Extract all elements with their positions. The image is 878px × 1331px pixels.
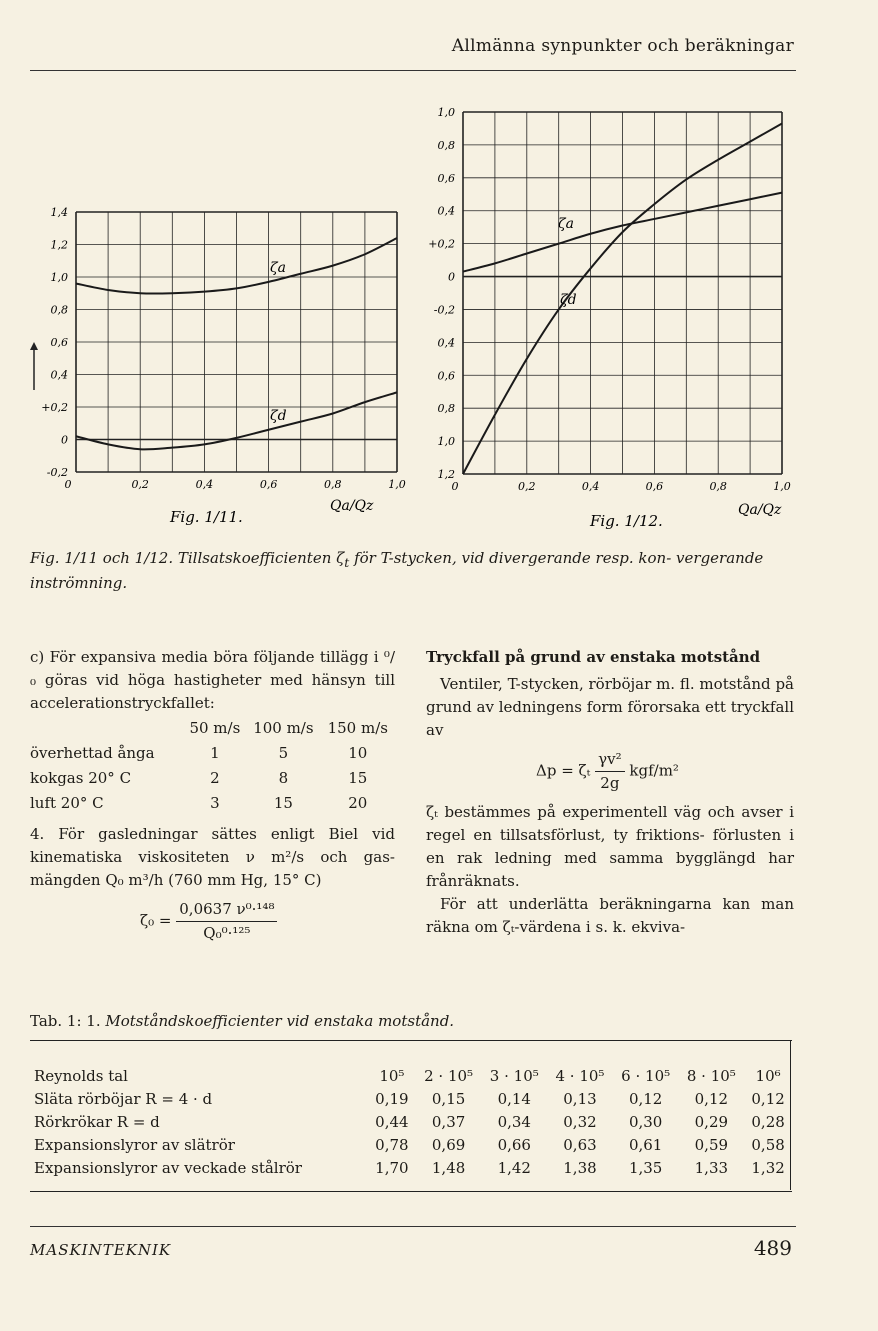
cell-value: 0,59: [694, 1135, 729, 1154]
fig12-label-zeta-d: ζd: [560, 292, 577, 308]
cell-value: 0,19: [375, 1089, 409, 1108]
header-value: 6 · 10⁵: [621, 1066, 671, 1085]
y-tick-label: 1,4: [50, 206, 68, 219]
row-label: Expansionslyror av veckade stålrör: [34, 1158, 302, 1177]
y-tick-label: +0,2: [41, 401, 68, 414]
cell-value: 1,38: [563, 1158, 597, 1177]
cell-value: 0,37: [431, 1112, 466, 1131]
y-tick-label: 1,0: [50, 271, 68, 284]
cell-value: 0,29: [694, 1112, 729, 1131]
y-tick-label: 0,4: [437, 204, 455, 218]
x-tick-label: 1,0: [388, 478, 406, 491]
x-tick-label: 0,4: [581, 480, 600, 493]
cell-value: 0,15: [431, 1089, 466, 1108]
formula-numerator: γv²: [595, 748, 624, 772]
y-tick-label: 0,6: [437, 369, 455, 383]
figure-1-11: [30, 200, 410, 530]
y-tick-label: 1,2: [437, 468, 455, 481]
para-pressure: Ventiler, T-stycken, rörböjar m. fl. motstånd på grund av ledningens form förorsaka ett tryckfall av: [426, 675, 794, 739]
header-value: 10⁶: [755, 1066, 781, 1085]
cell-value: 0,32: [563, 1112, 597, 1131]
cell-value: 1,42: [497, 1158, 531, 1177]
medium-label: överhettad ånga: [30, 744, 155, 762]
page-number: 489: [753, 1236, 792, 1260]
formula-denominator: 2g: [600, 774, 620, 792]
para-4: 4. För gasledningar sättes enligt Biel vid kinematiska viskositeten ν m²/s och gas- mängden Q₀ m³/h (760 mm Hg, 15° C): [30, 825, 395, 889]
velocity-value: 5: [278, 744, 289, 762]
y-tick-label: 0,8: [437, 402, 455, 416]
velocity-value: 8: [278, 769, 289, 787]
x-tick-label: 0,6: [645, 480, 664, 493]
fig11-caption: Fig. 1/11.: [170, 508, 243, 526]
x-tick-label: 1,0: [773, 480, 791, 493]
fig12-tick-labels: [428, 106, 790, 493]
caption-lead: Fig. 1/11 och 1/12. Tillsatskoefficienten ζ: [30, 549, 345, 567]
velocity-header-row: [30, 717, 395, 742]
velocity-header: 50 m/s: [189, 719, 241, 737]
cell-value: 0,69: [431, 1135, 466, 1154]
velocity-value: 10: [348, 744, 368, 762]
fig11-x-unit: Qa/Qz: [330, 498, 374, 514]
fig12-caption: Fig. 1/12.: [590, 512, 663, 530]
velocity-row: [30, 742, 395, 767]
table-row: [30, 1087, 792, 1110]
y-tick-label: 1,0: [437, 435, 455, 449]
y-tick-label: 0,4: [437, 336, 455, 350]
fig11-grid: [76, 212, 397, 472]
table-caption: Motståndskoefficienter vid enstaka motstånd.: [105, 1012, 455, 1030]
fig12-grid: [463, 112, 782, 474]
para-zeta: ζₜ bestämmes på experimentell väg och avser i regel en tillsatsförlust, ty friktions- förlusten i en rak ledning med samma bygglängd har frånräknats.: [426, 803, 794, 890]
velocity-value: 2: [210, 769, 220, 787]
medium-label: luft 20° C: [30, 794, 104, 812]
y-tick-label: 0,8: [50, 303, 68, 317]
running-header: Allmänna synpunkter och beräkningar: [451, 36, 794, 56]
cell-value: 0,12: [751, 1089, 785, 1108]
fig12-label-zeta-a: ζa: [558, 216, 574, 232]
velocity-header: 100 m/s: [253, 719, 314, 737]
table-number: Tab. 1: 1.: [30, 1012, 101, 1030]
medium-label: kokgas 20° C: [30, 769, 132, 787]
cell-value: 1,35: [628, 1158, 663, 1177]
x-tick-label: 0,8: [324, 478, 342, 491]
cell-value: 0,44: [375, 1112, 409, 1131]
fig11-label-zeta-d: ζd: [270, 408, 287, 424]
cell-value: 0,13: [563, 1089, 597, 1108]
left-column: [30, 646, 395, 945]
x-tick-label: 0,6: [259, 478, 278, 491]
header-value: 10⁵: [379, 1066, 405, 1085]
cell-value: 0,28: [751, 1112, 785, 1131]
y-tick-label: 1,2: [50, 238, 68, 252]
x-tick-label: 0,4: [195, 478, 214, 491]
velocity-value: 20: [348, 794, 368, 812]
cell-value: 0,58: [751, 1135, 785, 1154]
x-tick-label: 0: [451, 480, 459, 493]
y-tick-label: +0,2: [428, 237, 455, 251]
cell-value: 0,63: [563, 1135, 597, 1154]
para-c: c) För expansiva media böra följande tillägg i ⁰/₀ göras vid höga hastigheter med hänsyn till accelerationstryckfallet:: [30, 648, 395, 712]
right-column: [426, 646, 794, 939]
y-tick-label: 0: [448, 270, 455, 284]
cell-value: 0,30: [628, 1112, 663, 1131]
fig11-label-zeta-a: ζa: [270, 260, 286, 276]
cell-value: 0,14: [497, 1089, 531, 1108]
header-value: 2 · 10⁵: [424, 1066, 474, 1085]
formula-lhs: ζ₀ =: [140, 911, 172, 930]
header-rule: [30, 70, 796, 71]
y-tick-label: 0,6: [50, 336, 68, 349]
cell-value: 0,34: [497, 1112, 531, 1131]
para-equivalent: För att underlätta beräkningarna kan man räkna om ζₜ-värdena i s. k. ekviva-: [426, 895, 794, 936]
section-heading: Tryckfall på grund av enstaka motstånd: [426, 648, 761, 666]
velocity-table: [30, 717, 395, 817]
figure-caption: [30, 548, 820, 594]
table-row: [30, 1156, 792, 1179]
y-tick-label: 0,8: [437, 138, 455, 152]
velocity-value: 3: [210, 794, 220, 812]
x-tick-label: 0: [64, 478, 72, 491]
footer-rule: [30, 1226, 796, 1227]
formula-denominator: Q₀⁰·¹²⁵: [203, 924, 251, 942]
velocity-row: [30, 792, 395, 817]
formula-lhs: Δp = ζₜ: [536, 761, 591, 780]
figure-1-12: [420, 104, 830, 534]
cell-value: 0,61: [628, 1135, 663, 1154]
header-label: Reynolds tal: [34, 1066, 128, 1085]
table-row: [30, 1110, 792, 1133]
fig12-x-unit: Qa/Qz: [738, 502, 782, 518]
formula-fraction: [176, 898, 277, 945]
cell-value: 1,70: [375, 1158, 409, 1177]
header-value: 4 · 10⁵: [555, 1066, 605, 1085]
row-label: Rörkrökar R = d: [34, 1112, 160, 1131]
y-tick-label: 1,0: [437, 106, 455, 119]
y-tick-label: 0,4: [50, 368, 68, 382]
x-tick-label: 0,8: [709, 480, 727, 493]
cell-value: 0,12: [694, 1089, 729, 1108]
header-value: 3 · 10⁵: [489, 1066, 539, 1085]
cell-value: 1,48: [431, 1158, 466, 1177]
cell-value: 0,78: [375, 1135, 409, 1154]
formula-biel: [30, 898, 395, 945]
cell-value: 1,33: [694, 1158, 729, 1177]
cell-value: 0,12: [628, 1089, 663, 1108]
fig11-tick-labels: [41, 206, 405, 491]
x-tick-label: 0,2: [131, 478, 149, 491]
cell-value: 0,66: [497, 1135, 531, 1154]
formula-numerator: 0,0637 ν⁰·¹⁴⁸: [176, 898, 277, 922]
row-label: Släta rörböjar R = 4 · d: [34, 1089, 213, 1108]
cell-value: 1,32: [751, 1158, 785, 1177]
x-tick-label: 0,2: [518, 480, 536, 493]
formula-pressure: [426, 748, 794, 795]
y-tick-label: -0,2: [433, 303, 455, 317]
velocity-value: 15: [348, 769, 368, 787]
formula-fraction: [595, 748, 624, 795]
table-title: [30, 1012, 454, 1030]
fig11-arrow-head: [30, 342, 38, 350]
y-tick-label: 0: [61, 433, 68, 447]
caption-subscript: t: [344, 555, 350, 570]
formula-unit: kgf/m²: [629, 761, 679, 780]
row-label: Expansionslyror av slätrör: [34, 1135, 235, 1154]
velocity-header: 150 m/s: [327, 719, 388, 737]
header-value: 8 · 10⁵: [686, 1066, 736, 1085]
resistance-table: [30, 1064, 792, 1179]
caption-tail: för T-stycken, vid divergerande resp. kon- vergerande inströmning.: [30, 549, 764, 592]
table-row: [30, 1133, 792, 1156]
y-tick-label: -0,2: [46, 466, 68, 479]
velocity-value: 15: [273, 794, 293, 812]
table-header-row: [30, 1064, 792, 1087]
velocity-value: 1: [210, 744, 220, 762]
journal-name: MASKINTEKNIK: [30, 1241, 172, 1259]
y-tick-label: 0,6: [437, 171, 455, 185]
velocity-row: [30, 767, 395, 792]
